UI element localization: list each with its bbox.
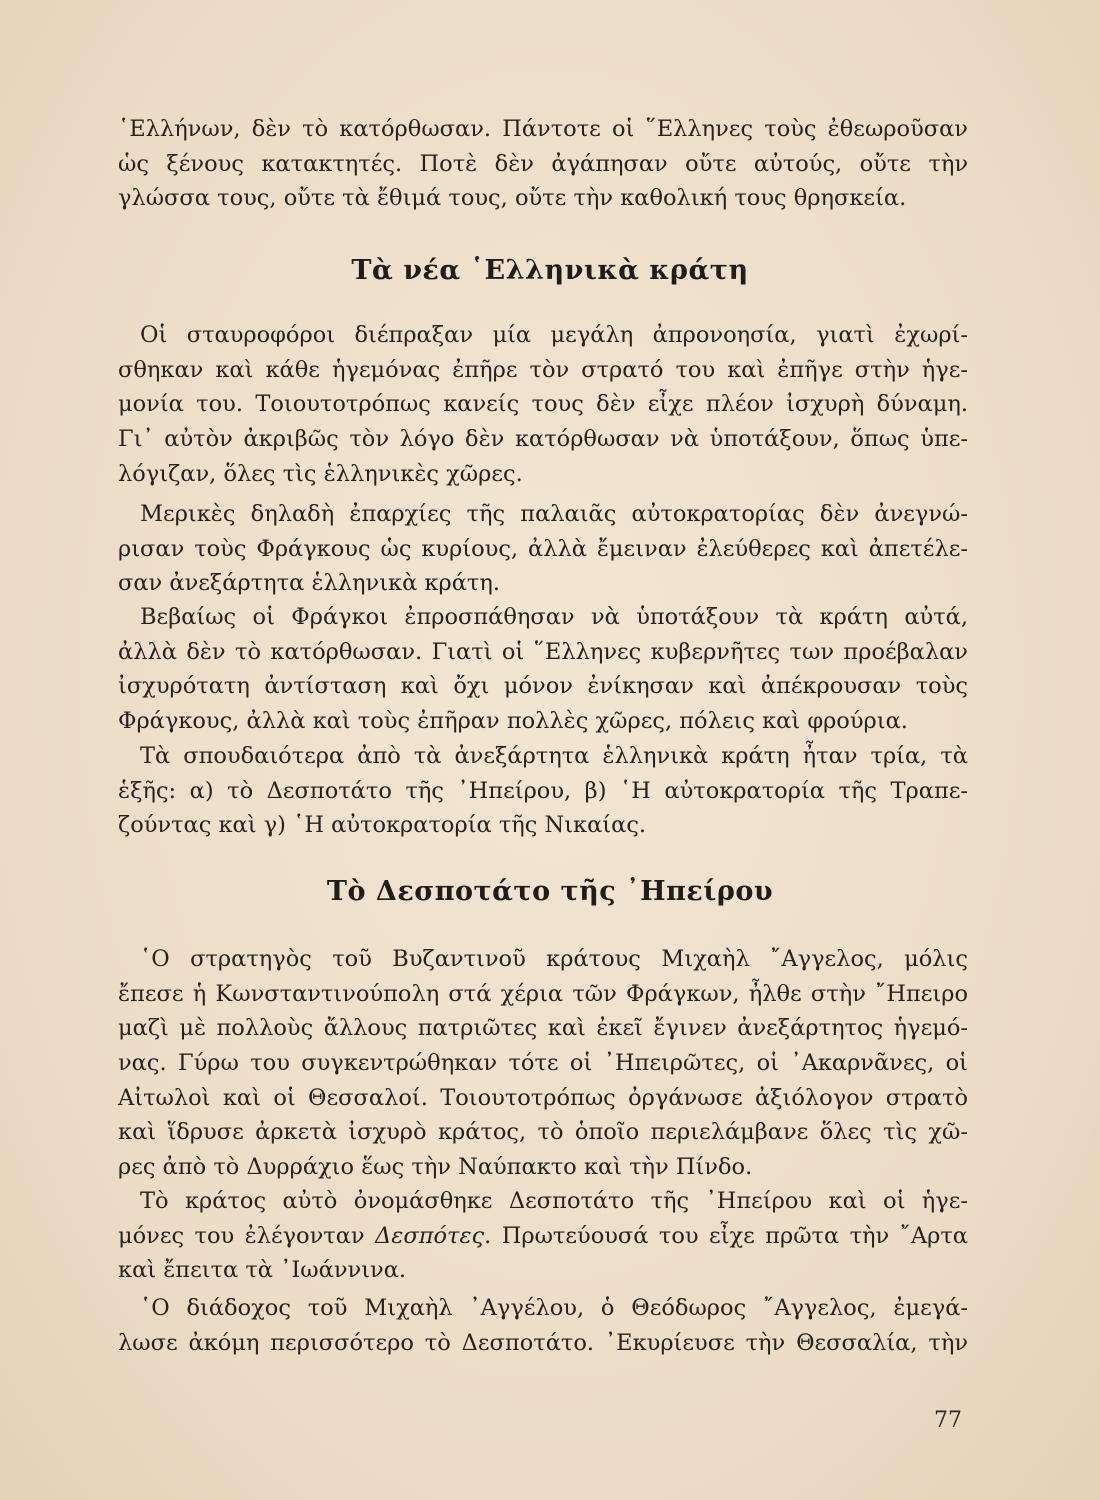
text-line: νας. Γύρω του συγκεντρώθηκαν τότε οἱ ᾽Ηπειρῶτες, οἱ ᾽Ακαρνᾶνες, οἱ (118, 1050, 968, 1077)
section1-paragraph-4 (118, 739, 968, 843)
text-line: ῾Ελλήνων, δὲν τὸ κατόρθωσαν. Πάντοτε οἱ ῞Ελληνες τοὺς ἐθεωροῦσαν (118, 116, 968, 142)
text-line: Γι᾽ αὐτὸν ἀκριβῶς τὸν λόγο δὲν κατόρθωσαν νὰ ὑποτάξουν, ὅπως ὑπε- (118, 426, 968, 453)
text-fragment: . Πρωτεύουσά του εἶχε πρῶτα τὴν ῎Αρτα (484, 1222, 968, 1249)
text-line: καὶ ἵδρυσε ἀρκετὰ ἰσχυρὸ κράτος, τὸ ὁποῖο περιελάμβανε ὅλες τὶς χῶ- (118, 1119, 968, 1146)
text-line: Αἰτωλοὶ καὶ οἱ Θεσσαλοί. Τοιουτοτρόπως ὀργάνωσε ἀξιόλογον στρατὸ (118, 1084, 968, 1111)
section1-paragraph-2 (118, 497, 968, 601)
text-line: Μερικὲς δηλαδὴ ἐπαρχίες τῆς παλαιᾶς αὐτοκρατορίας δὲν ἀνεγνώ- (140, 501, 968, 527)
page-number: 77 (934, 1408, 962, 1433)
text-line: ῾Ο διάδοχος τοῦ Μιχαὴλ ᾽Αγγέλου, ὁ Θεόδωρος ῎Αγγελος, ἐμεγά- (140, 1295, 968, 1321)
italic-term-despotes: Δεσπότες (375, 1222, 485, 1249)
text-line: ζούντας καὶ γ) ῾Η αὐτοκρατορία τῆς Νικαίας. (118, 812, 647, 839)
intro-paragraph (118, 112, 968, 216)
text-fragment: μόνες του ἐλέγονταν (118, 1222, 365, 1249)
text-line: Φράγκους, ἀλλὰ καὶ τοὺς ἐπῆραν πολλὲς χῶρες, πόλεις καὶ φρούρια. (118, 708, 908, 735)
section-heading-new-greek-states: Τὰ νέα ῾Ελληνικὰ κράτη (351, 255, 749, 286)
text-line: ρισαν τοὺς Φράγκους ὡς κυρίους, ἀλλὰ ἔμειναν ἐλεύθερες καὶ ἀπετέλε- (118, 535, 968, 562)
section2-paragraph-1 (118, 942, 968, 1185)
text-line: ὡς ξένους κατακτητές. Ποτὲ δὲν ἀγάπησαν οὔτε αὐτούς, οὔτε τὴν (118, 150, 968, 177)
text-line: μονία του. Τοιουτοτρόπως κανείς τους δὲν εἶχε πλέον ἰσχυρὴ δύναμη. (118, 391, 968, 418)
text-line-with-italic (118, 1219, 968, 1254)
text-line: ἑξῆς: α) τὸ Δεσποτάτο τῆς ᾽Ηπείρου, β) ῾Η αὐτοκρατορία τῆς Τραπε- (118, 777, 968, 804)
text-line: Βεβαίως οἱ Φράγκοι ἐπροσπάθησαν νὰ ὑποτάξουν τὰ κράτη αὐτά, (140, 604, 968, 630)
section2-paragraph-2 (118, 1184, 968, 1288)
text-line: ῾Ο στρατηγὸς τοῦ Βυζαντινοῦ κράτους Μιχαὴλ ῎Αγγελος, μόλις (140, 946, 968, 972)
text-line: ἰσχυρότατη ἀντίσταση καὶ ὄχι μόνον ἐνίκησαν καὶ ἀπέκρουσαν τοὺς (118, 673, 968, 700)
text-line: λόγιζαν, ὅλες τὶς ἑλληνικὲς χῶρες. (118, 460, 523, 487)
section1-paragraph-1 (118, 318, 968, 491)
text-line: σαν ἀνεξάρτητα ἑλληνικὰ κράτη. (118, 570, 500, 597)
text-line: Τὰ σπουδαιότερα ἀπὸ τὰ ἀνεξάρτητα ἑλληνικὰ κράτη ἦταν τρία, τὰ (140, 743, 968, 769)
section2-paragraph-3 (118, 1291, 968, 1360)
text-line: ἔπεσε ἡ Κωνσταντινούπολη στά χέρια τῶν Φράγκων, ἦλθε στὴν ῎Ηπειρο (118, 980, 968, 1007)
text-line: γλώσσα τους, οὔτε τὰ ἔθιμά τους, οὔτε τὴν καθολική τους θρησκεία. (118, 185, 907, 212)
text-line: λωσε ἀκόμη περισσότερο τὸ Δεσποτάτο. ᾽Εκυρίευσε τὴν Θεσσαλία, τὴν (118, 1329, 968, 1356)
text-line: ἀλλὰ δὲν τὸ κατόρθωσαν. Γιατὶ οἱ ῞Ελληνες κυβερνῆτες των προέβαλαν (118, 638, 968, 665)
text-line: Οἱ σταυροφόροι διέπραξαν μία μεγάλη ἀπρονοησία, γιατὶ ἐχωρί- (140, 322, 968, 348)
text-line: μαζὶ μὲ πολλοὺς ἄλλους πατριῶτες καὶ ἐκεῖ ἔγινεν ἀνεξάρτητος ἡγεμό- (118, 1015, 968, 1042)
section-heading-despotate-of-epirus: Τὸ Δεσποτάτο τῆς ᾽Ηπείρου (326, 876, 774, 907)
text-line: καὶ ἔπειτα τὰ ᾽Ιωάννινα. (118, 1257, 407, 1284)
text-line: Τὸ κράτος αὐτὸ ὀνομάσθηκε Δεσποτάτο τῆς ᾽Ηπείρου καὶ οἱ ἡγε- (140, 1188, 968, 1214)
text-line: ρες ἀπὸ τὸ Δυρράχιο ἕως τὴν Ναύπακτο καὶ τὴν Πίνδο. (118, 1154, 753, 1181)
section1-paragraph-3 (118, 600, 968, 739)
text-line: σθηκαν καὶ κάθε ἡγεμόνας ἐπῆρε τὸν στρατό του καὶ ἐπῆγε στὴν ἡγε- (118, 356, 968, 383)
